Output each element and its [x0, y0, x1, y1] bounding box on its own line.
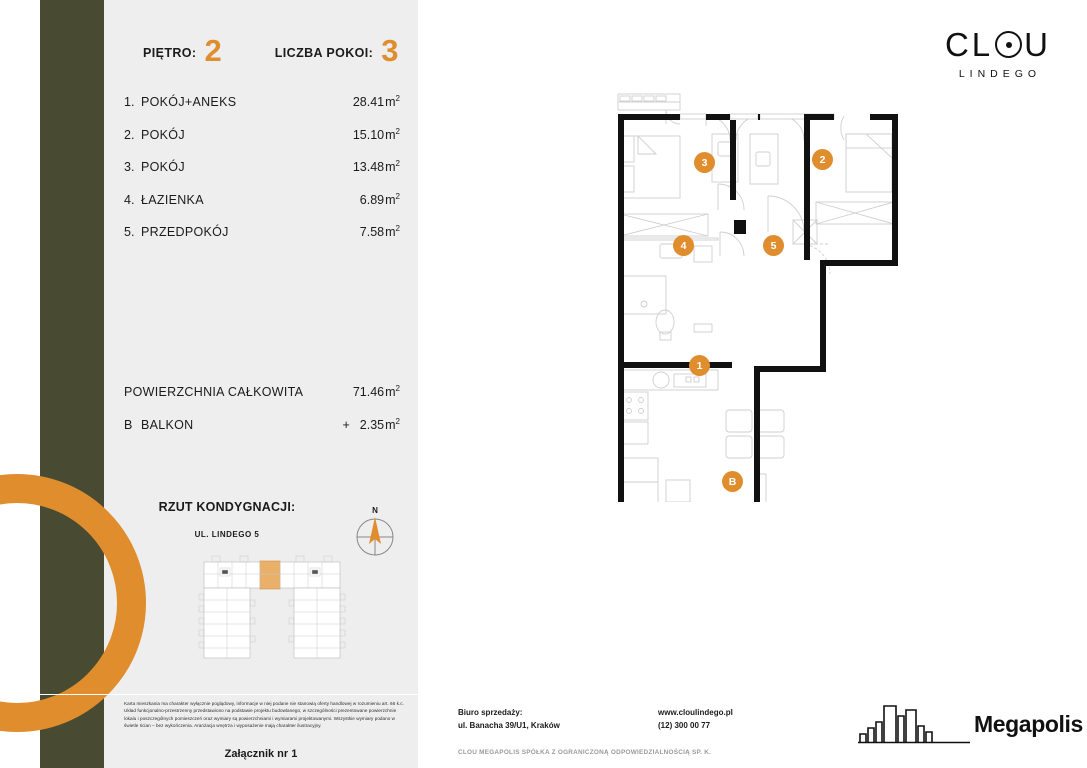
balcony-mark: B	[124, 417, 133, 432]
room-row	[104, 192, 418, 225]
megapolis-wordmark: Megapolis	[974, 711, 1083, 737]
sales-office-block	[458, 706, 560, 732]
balcony-area-unit: $m^2$	[385, 416, 400, 432]
vertical-address-label	[40, 0, 104, 420]
room-name: PRZEDPOKÓJ	[141, 225, 229, 240]
room-area-unit: $m^2$	[385, 191, 400, 207]
apartment-floor-plan	[608, 92, 908, 502]
floor-group	[143, 31, 222, 68]
rooms-count-value: 3	[381, 32, 399, 68]
website-link[interactable]: www.cloulindego.pl	[658, 708, 733, 717]
total-area-number: 71.46	[352, 385, 385, 400]
room-area-value: 7.58	[359, 225, 385, 240]
room-marker-label: 2	[819, 153, 826, 166]
balcony-marker-label: B	[728, 475, 737, 488]
total-area-value	[353, 384, 400, 399]
balcony-area-value	[342, 417, 400, 432]
total-area-label: POWIERZCHNIA CAŁKOWITA	[124, 385, 304, 400]
room-row	[104, 127, 418, 160]
room-marker-1[interactable]	[689, 355, 710, 376]
room-area-value: 28.41	[352, 95, 385, 110]
street-label: UL. LINDEGO 5	[194, 530, 260, 539]
room-number: 2.	[124, 127, 135, 142]
room-row	[104, 159, 418, 192]
room-marker-4[interactable]	[673, 235, 694, 256]
balcony-area-number: 2.35	[359, 417, 385, 432]
rooms-count-label: LICZBA POKOI:	[274, 45, 374, 60]
building-floor-mini-plan	[196, 552, 348, 662]
room-marker-label: 1	[696, 359, 703, 372]
phone-number[interactable]: (12) 300 00 77	[658, 721, 711, 731]
room-list	[104, 94, 418, 257]
room-area-value: 6.89	[359, 192, 385, 207]
floor-value: 2	[204, 32, 222, 68]
room-area-unit: $m^2$	[385, 126, 400, 142]
room-name: POKÓJ+ANEKS	[141, 95, 237, 110]
room-area	[360, 192, 400, 207]
total-area-unit: $m^2$	[385, 384, 400, 400]
sales-office-address: ul. Banacha 39/U1, Kraków	[458, 721, 560, 731]
room-marker-5[interactable]	[763, 235, 784, 256]
balcony-area-label	[124, 418, 342, 432]
room-marker-label: 5	[770, 239, 777, 252]
room-area	[353, 127, 400, 142]
balcony-plus-sign: +	[342, 417, 350, 432]
room-marker-2[interactable]	[812, 149, 833, 170]
svg-text:N: N	[372, 506, 378, 515]
clou-eye-o-icon	[995, 31, 1022, 58]
room-number: 4.	[124, 192, 135, 207]
floor-label: PIĘTRO:	[143, 45, 197, 60]
balcony-label-text: BALKON	[141, 417, 194, 432]
card-header	[104, 22, 418, 70]
room-area	[353, 94, 400, 109]
room-area-unit: $m^2$	[385, 94, 400, 110]
company-legal-name: CLOU MEGAPOLIS SPÓŁKA Z OGRANICZONĄ ODPOWIEDZIALNOŚCIĄ SP. K.	[458, 749, 712, 756]
clou-word-prefix: CL	[944, 26, 994, 63]
room-area-value: 13.48	[352, 160, 385, 175]
room-marker-3[interactable]	[694, 152, 715, 173]
room-row	[104, 224, 418, 257]
totals-block	[104, 384, 418, 449]
room-number: 3.	[124, 160, 135, 175]
room-row	[104, 94, 418, 127]
room-marker-label: 3	[701, 156, 708, 169]
footer-divider	[0, 694, 1087, 695]
compass-rose-icon	[350, 504, 400, 560]
room-area	[353, 159, 400, 174]
room-name: POKÓJ	[141, 127, 185, 142]
floor-layout-title: RZUT KONDYGNACJI:	[158, 500, 296, 514]
room-name: POKÓJ	[141, 160, 185, 175]
room-number: 5.	[124, 225, 135, 240]
megapolis-skyline-icon	[858, 702, 970, 744]
attachment-label: Załącznik nr 1	[224, 748, 298, 760]
clou-word-suffix: U	[1024, 26, 1051, 63]
total-area-row	[104, 384, 418, 417]
room-area-unit: $m^2$	[385, 224, 400, 240]
balcony-area-row	[104, 417, 418, 450]
disclaimer-text: Karta mieszkania ma charakter wyłącznie poglądowy, informacje w niej podane nie stanowią oferty handlowej w rozumieniu art. 66 k.c. Układ funkcjonalno-przestrzenny przedstawiono na podstawie projektu budowlanego, w szczególności prezentowane powierzchnie lokalu i poszczególnych pomieszczeń oraz wymiary są powierzchniami i wymiarami projektowanymi. Wszystkie wymiary podano w świetle ścian – bez wykończenia. Aranżacja wnętrza i wyposażenie mają charakter ilustracyjny.	[124, 701, 404, 729]
room-name: ŁAZIENKA	[141, 192, 204, 207]
room-area-unit: $m^2$	[385, 159, 400, 175]
room-area-value: 15.10	[352, 127, 385, 142]
contact-block	[658, 706, 733, 732]
megapolis-logo	[858, 702, 1083, 744]
clou-lindego-logo	[945, 28, 1051, 80]
room-marker-label: 4	[680, 239, 687, 252]
balcony-marker-b[interactable]	[722, 471, 743, 492]
clou-logo-subtitle: LINDEGO	[958, 68, 1042, 80]
room-area	[360, 224, 400, 239]
room-number: 1.	[124, 95, 135, 110]
sales-office-title: Biuro sprzedaży:	[458, 708, 523, 717]
clou-wordmark	[945, 28, 1051, 61]
rooms-count-group	[274, 31, 399, 68]
